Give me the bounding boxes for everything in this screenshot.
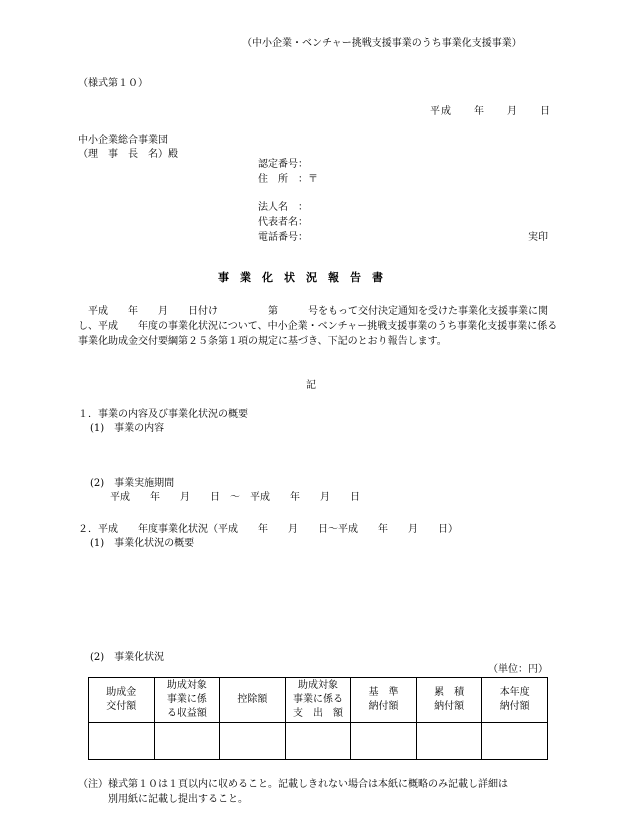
header-deduction: 控除額 — [220, 678, 286, 723]
section-2-2: (2) 事業化状況 — [90, 652, 165, 663]
body-paragraph — [78, 304, 558, 349]
unit-label: （単位：円） — [488, 664, 548, 675]
cell-deduction — [220, 723, 286, 760]
footnote-line-1: （注）様式第１０は１頁以内に収めること。記載しきれない場合は本紙に概略のみ記載し詳細は — [78, 779, 508, 790]
section-2-title: ２．平成 年度事業化状況（平成 年 月 日～平成 年 月 日） — [78, 524, 458, 535]
representative-label: 代表者名： — [258, 217, 308, 228]
addressee-org: 中小企業総合事業団 — [78, 135, 168, 146]
corp-name-label: 法人名 ： — [258, 202, 308, 213]
addressee-title: （理 事 長 名）殿 — [78, 149, 178, 160]
cell-current-year-payment — [482, 723, 548, 760]
header-revenue: 助成対象 事業に係 る収益額 — [154, 678, 220, 723]
header-expenditure: 助成対象 事業に係る 支 出 額 — [285, 678, 351, 723]
section-1-1: (1) 事業の内容 — [90, 423, 165, 434]
document-title: 事業化状況報告書 — [218, 271, 394, 284]
cert-number-label: 認定番号： — [258, 159, 308, 170]
cell-revenue — [154, 723, 220, 760]
seal-label: 実印 — [528, 232, 548, 243]
body-text: 平成 年 月 日付け 第 号をもって交付決定通知を受けた事業化支援事業に関し、平成 年度の事業化状況について、中小企業・ベンチャー挑戦支援事業のうち事業化支援事業に係る事業化助成金交付要綱第２５条第１項の規定に基づき、下記のとおり報告します。 — [78, 306, 558, 347]
address-label: 住 所 ：〒 — [258, 174, 318, 185]
section-1-title: １．事業の内容及び事業化状況の概要 — [78, 409, 248, 420]
date-line: 平成 年 月 日 — [430, 106, 551, 117]
table-row — [89, 723, 548, 760]
period-line: 平成 年 月 日 ～ 平成 年 月 日 — [110, 492, 360, 503]
section-1-2: (2) 事業実施期間 — [90, 478, 175, 489]
ki-label: 記 — [306, 380, 316, 391]
header-note: （中小企業・ベンチャー挑戦支援事業のうち事業化支援事業） — [242, 38, 522, 49]
form-number: （様式第１０） — [78, 78, 148, 89]
footnote — [78, 777, 558, 807]
header-grant-amount: 助成金 交付額 — [89, 678, 155, 723]
cell-expenditure — [285, 723, 351, 760]
phone-label: 電話番号： — [258, 232, 308, 243]
cell-grant-amount — [89, 723, 155, 760]
footnote-line-2: 別用紙に記載し提出すること。 — [108, 794, 248, 805]
section-2-1: (1) 事業化状況の概要 — [90, 538, 195, 549]
table-header-row — [89, 678, 548, 723]
header-current-year-payment: 本年度 納付額 — [482, 678, 548, 723]
header-cumulative-payment: 累 積 納付額 — [416, 678, 482, 723]
business-status-table — [88, 677, 548, 760]
header-base-payment: 基 準 納付額 — [351, 678, 417, 723]
cell-base-payment — [351, 723, 417, 760]
cell-cumulative-payment — [416, 723, 482, 760]
